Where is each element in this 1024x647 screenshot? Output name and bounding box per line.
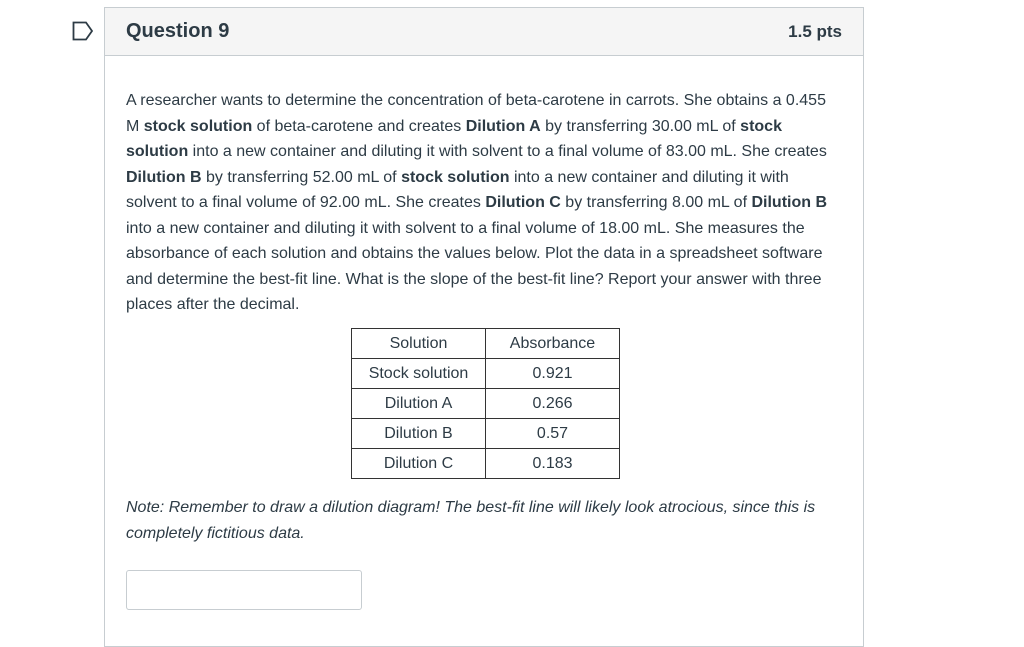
table-cell-solution: Dilution C	[352, 449, 486, 479]
table-row	[352, 389, 620, 419]
answer-input[interactable]	[126, 570, 362, 610]
question-text-segment: into a new container and diluting it with solvent to a final volume of 92.00 mL. She creates	[126, 168, 789, 211]
question-text-segment: of beta-carotene and creates	[252, 117, 466, 135]
question-text-bold: Dilution C	[485, 194, 561, 211]
question-title: Question 9	[126, 20, 230, 42]
question-text-segment: by transferring 8.00 mL of	[560, 194, 752, 211]
question-text-segment: by transferring 52.00 mL of	[201, 168, 402, 186]
question-card	[104, 7, 864, 647]
table-header-absorbance: Absorbance	[486, 329, 620, 359]
question-points: 1.5 pts	[788, 22, 842, 41]
table-cell-absorbance: 0.921	[486, 359, 620, 389]
table-row	[352, 449, 620, 479]
question-text-segment: into a new container and diluting it with solvent to a final volume of 83.00 mL. She creates	[188, 143, 827, 160]
absorbance-table	[351, 328, 620, 479]
bookmark-flag-icon[interactable]	[72, 21, 94, 41]
question-text-bold: stock solution	[126, 117, 782, 160]
table-header-solution: Solution	[352, 329, 486, 359]
question-note: Note: Remember to draw a dilution diagram! The best-fit line will likely look atrocious, since this is completely fictitious data.	[126, 499, 816, 542]
question-text-segment: by transferring 30.00 mL of	[540, 117, 741, 135]
question-text-bold: Dilution A	[465, 117, 541, 135]
table-row	[352, 359, 620, 389]
table-cell-absorbance: 0.57	[486, 419, 620, 449]
table-cell-absorbance: 0.183	[486, 449, 620, 479]
question-text-bold: Dilution B	[126, 168, 202, 186]
table-cell-absorbance: 0.266	[486, 389, 620, 419]
table-row	[352, 419, 620, 449]
question-text	[126, 88, 842, 318]
table-cell-solution: Dilution A	[352, 389, 486, 419]
table-header-row	[352, 329, 620, 359]
question-text-segment: into a new container and diluting it with solvent to a final volume of 18.00 mL. She measures the absorbance of each solution and obtains the values below. Plot the data in a spreadsheet software and determine the best-fit line. What is the slope of the best-fit line? Report your answer with three places after the decimal.	[126, 219, 823, 313]
question-text-segment: A researcher wants to determine the concentration of beta-carotene in carrots. She obtains a 0.455 M	[126, 92, 826, 135]
table-cell-solution: Dilution B	[352, 419, 486, 449]
question-text-bold: Dilution B	[751, 194, 828, 211]
question-text-bold: stock solution	[143, 117, 253, 135]
question-header	[105, 8, 863, 56]
question-text-bold: stock solution	[401, 168, 510, 186]
table-cell-solution: Stock solution	[352, 359, 486, 389]
